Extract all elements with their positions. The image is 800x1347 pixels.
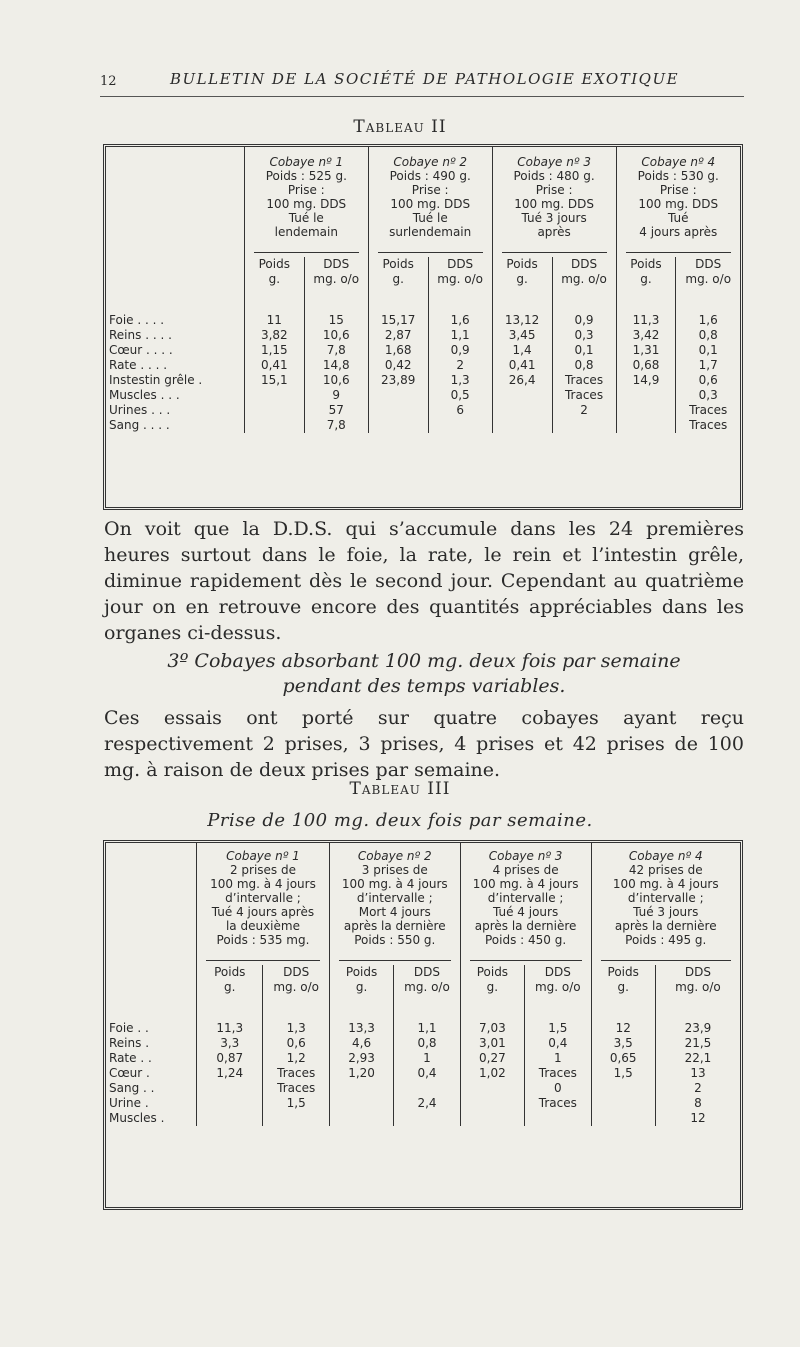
row-label: Rate . . . . bbox=[109, 358, 168, 372]
table-cell: 9 bbox=[304, 388, 368, 403]
table-cell bbox=[616, 403, 676, 418]
table-row bbox=[106, 418, 740, 433]
table3-cobaye-2-name: Cobaye nº 2 bbox=[357, 849, 432, 863]
table-cell bbox=[525, 1111, 591, 1126]
table-cell: 0,6 bbox=[263, 1036, 329, 1051]
table-cell: 12 bbox=[591, 1009, 655, 1036]
table3-cobaye-4-head bbox=[591, 843, 740, 947]
table-cell: 0,9 bbox=[552, 301, 616, 328]
table-cell: 1,4 bbox=[492, 343, 552, 358]
table-row bbox=[106, 328, 740, 343]
table3 bbox=[106, 843, 740, 1126]
table-cell: Traces bbox=[676, 403, 740, 418]
table2-cobaye-2-line: Prise : bbox=[411, 183, 449, 197]
table-cell bbox=[368, 418, 428, 433]
table3-cobaye-4-name: Cobaye nº 4 bbox=[628, 849, 703, 863]
table-cell: 2 bbox=[552, 403, 616, 418]
table-row bbox=[106, 1096, 740, 1111]
row-label: Foie . . bbox=[109, 1021, 149, 1035]
table-cell: 1,15 bbox=[244, 343, 304, 358]
table-row bbox=[106, 301, 740, 328]
brace-divider bbox=[244, 239, 368, 257]
subcol-poids: Poids g. bbox=[329, 965, 393, 1009]
table-cell: Traces bbox=[525, 1066, 591, 1081]
table-cell: 0,65 bbox=[591, 1051, 655, 1066]
table-row bbox=[106, 1081, 740, 1096]
table-cell: 0,42 bbox=[368, 358, 428, 373]
brace-divider bbox=[492, 239, 616, 257]
table-cell: 0,68 bbox=[616, 358, 676, 373]
table2-cobaye-2-line: surlendemain bbox=[389, 225, 472, 239]
table-cell: 15,17 bbox=[368, 301, 428, 328]
table-cell: 15 bbox=[304, 301, 368, 328]
table-cell bbox=[244, 403, 304, 418]
table-cell: 3,01 bbox=[460, 1036, 524, 1051]
table3-cobaye-4-line: d’intervalle ; bbox=[627, 891, 704, 905]
table3-cobaye-1-head bbox=[197, 843, 330, 947]
table-row bbox=[106, 403, 740, 418]
table-cell: 1 bbox=[394, 1051, 460, 1066]
table-cell bbox=[591, 1111, 655, 1126]
table-cell: 1,2 bbox=[263, 1051, 329, 1066]
table-cell: 7,8 bbox=[304, 418, 368, 433]
table-cell: 0,41 bbox=[244, 358, 304, 373]
table-cell: 7,8 bbox=[304, 343, 368, 358]
table3-cobaye-1-line: Poids : 535 mg. bbox=[216, 933, 310, 947]
table2-cobaye-3-line: après bbox=[537, 225, 571, 239]
brace-divider bbox=[368, 239, 492, 257]
table3-title: Tableau III bbox=[349, 779, 451, 799]
table-cell: 11,3 bbox=[616, 301, 676, 328]
table-cell: 1,3 bbox=[263, 1009, 329, 1036]
table3-cobaye-4-line: 100 mg. à 4 jours bbox=[612, 877, 719, 891]
subcol-dds: DDS mg. o/o bbox=[263, 965, 329, 1009]
table-cell bbox=[244, 418, 304, 433]
table-cell bbox=[368, 388, 428, 403]
table-cell: 22,1 bbox=[655, 1051, 740, 1066]
subcol-poids: Poids g. bbox=[460, 965, 524, 1009]
table2-box bbox=[103, 144, 743, 510]
table3-cobaye-4-line: après la dernière bbox=[614, 919, 717, 933]
table-cell: 23,89 bbox=[368, 373, 428, 388]
subcol-poids: Poids g. bbox=[616, 257, 676, 301]
table3-cobaye-2-line: Poids : 550 g. bbox=[354, 933, 436, 947]
table-cell: 1,24 bbox=[197, 1066, 263, 1081]
table2-cobaye-3-line: Tué 3 jours bbox=[521, 211, 587, 225]
table-cell bbox=[428, 418, 492, 433]
table2-cobaye-3-line: Poids : 480 g. bbox=[513, 169, 595, 183]
table3-cobaye-3-name: Cobaye nº 3 bbox=[488, 849, 563, 863]
table-row bbox=[106, 373, 740, 388]
table-cell bbox=[492, 388, 552, 403]
table-cell: 2,87 bbox=[368, 328, 428, 343]
table3-cobaye-1-line: d’intervalle ; bbox=[225, 891, 301, 905]
table-cell: 0,1 bbox=[676, 343, 740, 358]
table-cell: 0,9 bbox=[428, 343, 492, 358]
table-cell bbox=[329, 1111, 393, 1126]
table2-cobaye-2-head bbox=[368, 147, 492, 239]
table3-cobaye-3-line: après la dernière bbox=[474, 919, 577, 933]
table-cell: 1,5 bbox=[525, 1009, 591, 1036]
brace-divider bbox=[591, 947, 740, 965]
table-cell bbox=[329, 1096, 393, 1111]
table3-box bbox=[103, 840, 743, 1210]
table2-cobaye-1-line: 100 mg. DDS bbox=[266, 197, 347, 211]
table-cell: 23,9 bbox=[655, 1009, 740, 1036]
table-cell: 2 bbox=[428, 358, 492, 373]
table-cell bbox=[492, 403, 552, 418]
table-cell: Traces bbox=[525, 1096, 591, 1111]
table3-cobaye-3-line: 100 mg. à 4 jours bbox=[472, 877, 579, 891]
table-cell bbox=[197, 1096, 263, 1111]
table-cell: 12 bbox=[655, 1111, 740, 1126]
table-cell: 3,45 bbox=[492, 328, 552, 343]
table-cell: 3,82 bbox=[244, 328, 304, 343]
table2-title: Tableau II bbox=[353, 117, 447, 137]
table-cell: 0,27 bbox=[460, 1051, 524, 1066]
table2 bbox=[106, 147, 740, 433]
table-row bbox=[106, 1036, 740, 1051]
table-cell: 3,5 bbox=[591, 1036, 655, 1051]
row-label: Muscles . . . bbox=[109, 388, 180, 402]
table2-cobaye-2-line: Tué le bbox=[412, 211, 448, 225]
brace-divider bbox=[616, 239, 740, 257]
row-label: Foie . . . . bbox=[109, 313, 165, 327]
table-cell: 1,1 bbox=[394, 1009, 460, 1036]
table-cell: 15,1 bbox=[244, 373, 304, 388]
table2-cobaye-1-name: Cobaye nº 1 bbox=[269, 155, 344, 169]
table-cell: Traces bbox=[552, 388, 616, 403]
table2-cobaye-4-head bbox=[616, 147, 740, 239]
table-cell bbox=[616, 388, 676, 403]
running-header: BULLETIN DE LA SOCIÉTÉ DE PATHOLOGIE EXOTIQUE bbox=[170, 70, 680, 88]
table-cell: 0 bbox=[525, 1081, 591, 1096]
table2-corner bbox=[106, 147, 244, 239]
brace-divider bbox=[329, 947, 460, 965]
table3-cobaye-1-line: la deuxième bbox=[225, 919, 300, 933]
table-cell bbox=[329, 1081, 393, 1096]
table-cell: 0,8 bbox=[394, 1036, 460, 1051]
table-cell: 1,3 bbox=[428, 373, 492, 388]
section-3-heading-line-2: pendant des temps variables. bbox=[282, 675, 566, 697]
table-cell bbox=[244, 388, 304, 403]
table-cell: 0,3 bbox=[552, 328, 616, 343]
header-rule bbox=[100, 96, 744, 97]
table-cell: 2 bbox=[655, 1081, 740, 1096]
table-cell bbox=[197, 1111, 263, 1126]
table-row bbox=[106, 1009, 740, 1036]
table-cell: 0,6 bbox=[676, 373, 740, 388]
subcol-dds: DDS mg. o/o bbox=[552, 257, 616, 301]
table3-cobaye-2-line: Mort 4 jours bbox=[358, 905, 431, 919]
subcol-dds: DDS mg. o/o bbox=[394, 965, 460, 1009]
table-cell bbox=[616, 418, 676, 433]
table-cell: 7,03 bbox=[460, 1009, 524, 1036]
table-cell bbox=[460, 1111, 524, 1126]
table3-cobaye-3-line: Poids : 450 g. bbox=[485, 933, 567, 947]
table-row bbox=[106, 358, 740, 373]
table2-cobaye-2-name: Cobaye nº 2 bbox=[393, 155, 468, 169]
table-cell: 13 bbox=[655, 1066, 740, 1081]
table-cell: 0,4 bbox=[394, 1066, 460, 1081]
table2-cobaye-4-name: Cobaye nº 4 bbox=[641, 155, 716, 169]
row-label: Sang . . bbox=[109, 1081, 155, 1095]
table3-cobaye-3-head bbox=[460, 843, 591, 947]
row-label: Urines . . . bbox=[109, 403, 171, 417]
table-cell: 0,4 bbox=[525, 1036, 591, 1051]
table-cell: 14,9 bbox=[616, 373, 676, 388]
table2-cobaye-3-line: 100 mg. DDS bbox=[514, 197, 594, 211]
paragraph-1: On voit que la D.D.S. qui s’accumule dans les 24 premières heures surtout dans le foie, la rate, le rein et l’intestin grêle, diminue rapidement dès le second jour. Cependant au quatrième jour on en retrouve encore des quantités appréciables dans les organes ci-dessus. bbox=[104, 518, 744, 644]
table2-cobaye-1-line: lendemain bbox=[274, 225, 338, 239]
table3-cobaye-1-line: Tué 4 jours après bbox=[211, 905, 315, 919]
table-cell bbox=[460, 1096, 524, 1111]
table-cell bbox=[197, 1081, 263, 1096]
table-row bbox=[106, 1066, 740, 1081]
table3-cobaye-3-line: Tué 4 jours bbox=[492, 905, 559, 919]
table3-cobaye-4-line: Tué 3 jours bbox=[633, 905, 699, 919]
table-cell: 10,6 bbox=[304, 373, 368, 388]
table-cell: 13,12 bbox=[492, 301, 552, 328]
table3-cobaye-2-head bbox=[329, 843, 460, 947]
table-cell: 8 bbox=[655, 1096, 740, 1111]
table-cell: 1,20 bbox=[329, 1066, 393, 1081]
table2-cobaye-3-line: Prise : bbox=[535, 183, 573, 197]
table3-cobaye-2-line: 100 mg. à 4 jours bbox=[341, 877, 448, 891]
table-cell: 57 bbox=[304, 403, 368, 418]
table-cell: 1 bbox=[525, 1051, 591, 1066]
brace-divider bbox=[460, 947, 591, 965]
subcol-dds: DDS mg. o/o bbox=[676, 257, 740, 301]
table3-cobaye-1-line: 100 mg. à 4 jours bbox=[210, 877, 316, 891]
table-cell: 0,8 bbox=[552, 358, 616, 373]
table-cell: 1,31 bbox=[616, 343, 676, 358]
table-row bbox=[106, 388, 740, 403]
brace-divider bbox=[197, 947, 330, 965]
table-cell: 14,8 bbox=[304, 358, 368, 373]
table-cell bbox=[552, 418, 616, 433]
row-label: Reins . . . . bbox=[109, 328, 172, 342]
row-label: Rate . . bbox=[109, 1051, 152, 1065]
table2-cobaye-4-line: Poids : 530 g. bbox=[637, 169, 719, 183]
table-cell: 11,3 bbox=[197, 1009, 263, 1036]
row-label: Urine . bbox=[109, 1096, 149, 1110]
table2-cobaye-2-line: Poids : 490 g. bbox=[389, 169, 471, 183]
table-row bbox=[106, 343, 740, 358]
row-label: Instestin grêle . bbox=[109, 373, 203, 387]
row-label: Cœur . . . . bbox=[109, 343, 173, 357]
table2-cobaye-3-head bbox=[492, 147, 616, 239]
table-cell: 13,3 bbox=[329, 1009, 393, 1036]
table-cell: 1,7 bbox=[676, 358, 740, 373]
subcol-dds: DDS mg. o/o bbox=[428, 257, 492, 301]
table-cell: 0,5 bbox=[428, 388, 492, 403]
table-cell: 0,3 bbox=[676, 388, 740, 403]
table-row bbox=[106, 1111, 740, 1126]
table3-subtitle: Prise de 100 mg. deux fois par semaine. bbox=[207, 810, 593, 831]
table-cell bbox=[492, 418, 552, 433]
subcol-poids: Poids g. bbox=[244, 257, 304, 301]
table-cell: 1,68 bbox=[368, 343, 428, 358]
table-cell: 0,1 bbox=[552, 343, 616, 358]
table3-cobaye-2-line: d’intervalle ; bbox=[356, 891, 433, 905]
section-3-heading-line-1: 3º Cobayes absorbant 100 mg. deux fois par semaine bbox=[167, 650, 681, 672]
table-cell: 6 bbox=[428, 403, 492, 418]
table2-cobaye-2-line: 100 mg. DDS bbox=[390, 197, 471, 211]
table-cell: 1,6 bbox=[676, 301, 740, 328]
table2-cobaye-4-line: Prise : bbox=[659, 183, 697, 197]
table3-cobaye-1-name: Cobaye nº 1 bbox=[226, 849, 300, 863]
table3-corner bbox=[106, 843, 197, 947]
table-cell: 1,6 bbox=[428, 301, 492, 328]
table-cell bbox=[263, 1111, 329, 1126]
page-number: 12 bbox=[100, 74, 117, 89]
row-label: Cœur . bbox=[109, 1066, 150, 1080]
table3-cobaye-2-line: après la dernière bbox=[343, 919, 446, 933]
table-cell bbox=[394, 1081, 460, 1096]
table3-cobaye-3-line: 4 prises de bbox=[492, 863, 559, 877]
table-cell bbox=[368, 403, 428, 418]
table-cell: 1,5 bbox=[591, 1066, 655, 1081]
table-cell: 2,4 bbox=[394, 1096, 460, 1111]
table2-cobaye-4-line: Tué bbox=[668, 211, 689, 225]
table-cell bbox=[460, 1081, 524, 1096]
table-cell bbox=[591, 1081, 655, 1096]
subcol-dds: DDS mg. o/o bbox=[655, 965, 740, 1009]
subcol-poids: Poids g. bbox=[492, 257, 552, 301]
table-cell: 11 bbox=[244, 301, 304, 328]
table3-cobaye-1-line: 2 prises de bbox=[229, 863, 296, 877]
subcol-poids: Poids g. bbox=[591, 965, 655, 1009]
table-cell: Traces bbox=[552, 373, 616, 388]
subcol-poids: Poids g. bbox=[368, 257, 428, 301]
paragraph-2: Ces essais ont porté sur quatre cobayes ayant reçu respectivement 2 prises, 3 prises, 4 prises et 42 prises de 100 mg. à raison de deux prises par semaine. bbox=[104, 707, 744, 781]
table-cell: 1,5 bbox=[263, 1096, 329, 1111]
row-label: Sang . . . . bbox=[109, 418, 170, 432]
table-cell: 2,93 bbox=[329, 1051, 393, 1066]
table3-cobaye-3-line: d’intervalle ; bbox=[487, 891, 564, 905]
table-cell: 0,8 bbox=[676, 328, 740, 343]
subcol-poids: Poids g. bbox=[197, 965, 263, 1009]
table-cell bbox=[591, 1096, 655, 1111]
table3-cobaye-4-line: Poids : 495 g. bbox=[625, 933, 707, 947]
table2-cobaye-4-line: 100 mg. DDS bbox=[638, 197, 719, 211]
table-cell: 10,6 bbox=[304, 328, 368, 343]
table-cell: 0,41 bbox=[492, 358, 552, 373]
table-cell: 21,5 bbox=[655, 1036, 740, 1051]
table-cell: 1,1 bbox=[428, 328, 492, 343]
row-label: Reins . bbox=[109, 1036, 150, 1050]
table2-cobaye-4-line: 4 jours après bbox=[639, 225, 718, 239]
table2-cobaye-1-line: Prise : bbox=[287, 183, 325, 197]
table-cell: 26,4 bbox=[492, 373, 552, 388]
table3-cobaye-2-line: 3 prises de bbox=[361, 863, 428, 877]
table2-cobaye-3-name: Cobaye nº 3 bbox=[517, 155, 591, 169]
table-row bbox=[106, 1051, 740, 1066]
table3-cobaye-4-line: 42 prises de bbox=[628, 863, 703, 877]
table2-cobaye-1-line: Tué le bbox=[288, 211, 324, 225]
table-cell: 0,87 bbox=[197, 1051, 263, 1066]
table-cell: Traces bbox=[263, 1066, 329, 1081]
table-cell: Traces bbox=[676, 418, 740, 433]
row-label: Muscles . bbox=[109, 1111, 165, 1125]
table-cell: 1,02 bbox=[460, 1066, 524, 1081]
subcol-dds: DDS mg. o/o bbox=[525, 965, 591, 1009]
table2-cobaye-1-line: Poids : 525 g. bbox=[265, 169, 347, 183]
table-cell: 3,42 bbox=[616, 328, 676, 343]
table2-cobaye-1-head bbox=[244, 147, 368, 239]
subcol-dds: DDS mg. o/o bbox=[304, 257, 368, 301]
table-cell: 3,3 bbox=[197, 1036, 263, 1051]
table-cell bbox=[394, 1111, 460, 1126]
table-cell: 4,6 bbox=[329, 1036, 393, 1051]
table-cell: Traces bbox=[263, 1081, 329, 1096]
